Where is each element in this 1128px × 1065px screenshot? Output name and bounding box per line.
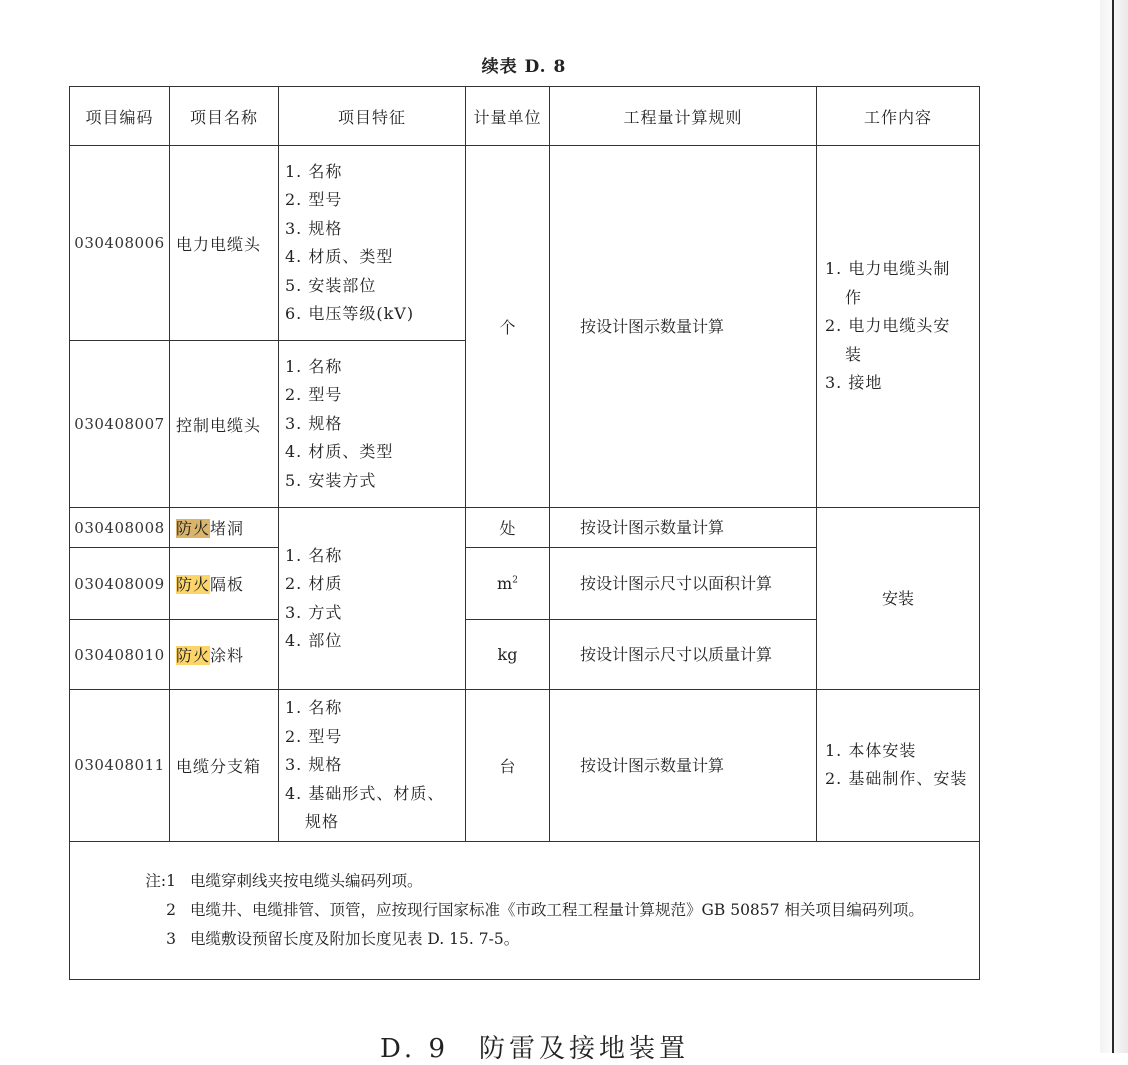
- item-rule: [550, 620, 817, 690]
- item-work: [817, 146, 980, 508]
- work-line: 1. 电力电缆头制: [825, 259, 951, 279]
- item-name: [170, 620, 279, 690]
- note-number: 注:1: [145, 871, 176, 890]
- rule-text: 按设计图示尺寸以质量计算: [580, 645, 773, 664]
- table-row: [70, 690, 980, 842]
- item-name: [170, 548, 279, 620]
- feature-line: 2. 型号: [285, 190, 343, 209]
- table-row: [70, 146, 980, 341]
- page-edge-line: [1112, 0, 1114, 1053]
- feature-line: 规格: [305, 812, 340, 831]
- item-work: 安装: [817, 508, 980, 690]
- item-unit: [466, 548, 550, 620]
- item-rule: [550, 508, 817, 548]
- note-item: [118, 925, 979, 954]
- item-name: 电力电缆头: [170, 146, 279, 341]
- item-rule: [550, 690, 817, 842]
- feature-line: 3. 规格: [285, 755, 343, 774]
- item-name: [170, 508, 279, 548]
- item-code: 030408009: [70, 548, 170, 620]
- work-line: 2. 基础制作、安装: [825, 769, 968, 789]
- highlighted-text: 防火: [176, 575, 211, 594]
- header-rule: 工程量计算规则: [550, 87, 817, 146]
- header-work: 工作内容: [817, 87, 980, 146]
- feature-line: 6. 电压等级(kV): [285, 304, 415, 323]
- feature-line: 4. 部位: [285, 631, 343, 650]
- item-unit: 台: [466, 690, 550, 842]
- name-text: 隔板: [210, 575, 245, 594]
- note-text: 电缆敷设预留长度及附加长度见表 D. 15. 7-5。: [190, 929, 520, 948]
- feature-line: 2. 型号: [285, 385, 343, 405]
- work-line: 装: [845, 344, 863, 364]
- feature-line: 1. 名称: [285, 698, 343, 717]
- feature-line: 2. 材质: [285, 574, 343, 593]
- header-row: [70, 87, 980, 146]
- note-text: 电缆井、电缆排管、顶管，应按现行国家标准《市政工程工程量计算规范》GB 50857 相关项目编码列项。: [190, 900, 924, 919]
- table-notes: [70, 841, 980, 979]
- header-code: 项目编码: [70, 87, 170, 146]
- highlighted-text: 防火: [176, 519, 211, 538]
- item-code: 030408007: [70, 341, 170, 508]
- item-unit: 个: [466, 146, 550, 508]
- rule-text: 按设计图示数量计算: [580, 317, 725, 336]
- page-edge-shadow: [1100, 0, 1128, 1053]
- feature-line: 1. 名称: [285, 161, 343, 181]
- item-features: [279, 341, 466, 508]
- header-features: 项目特征: [279, 87, 466, 146]
- name-text: 涂料: [210, 646, 245, 665]
- feature-line: 2. 型号: [285, 726, 343, 746]
- note-number: 2: [166, 900, 176, 919]
- notes-row: [70, 841, 980, 979]
- work-line: 2. 电力电缆头安: [825, 316, 951, 336]
- name-text: 堵洞: [210, 519, 245, 538]
- note-item: [118, 867, 979, 896]
- item-name: 控制电缆头: [170, 341, 279, 508]
- highlighted-text: 防火: [176, 646, 211, 665]
- item-unit: 处: [466, 508, 550, 548]
- header-unit: 计量单位: [466, 87, 550, 146]
- item-unit: kg: [466, 620, 550, 690]
- feature-line: 3. 规格: [285, 218, 343, 238]
- feature-line: 5. 安装方式: [285, 470, 377, 490]
- unit-text: m: [497, 574, 513, 593]
- feature-line: 3. 规格: [285, 413, 343, 433]
- item-code: 030408011: [70, 690, 170, 842]
- rule-text: 按设计图示尺寸以面积计算: [580, 574, 773, 593]
- item-name: 电缆分支箱: [170, 690, 279, 842]
- item-code: 030408008: [70, 508, 170, 548]
- feature-line: 4. 材质、类型: [285, 442, 394, 462]
- feature-line: 4. 材质、类型: [285, 247, 394, 266]
- item-features: [279, 690, 466, 842]
- feature-line: 4. 基础形式、材质、: [285, 783, 445, 803]
- feature-line: 3. 方式: [285, 602, 343, 622]
- item-rule: [550, 146, 817, 508]
- work-line: 作: [845, 287, 863, 307]
- note-number: 3: [166, 929, 176, 948]
- quantity-table: [69, 86, 980, 980]
- unit-superscript: 2: [512, 575, 518, 586]
- item-rule: [550, 548, 817, 620]
- header-name: 项目名称: [170, 87, 279, 146]
- item-work: [817, 690, 980, 842]
- rule-text: 按设计图示数量计算: [580, 518, 725, 537]
- table-row: [70, 508, 980, 548]
- work-line: 3. 接地: [825, 373, 883, 393]
- table-caption: 续表 D. 8: [481, 57, 567, 77]
- item-code: 030408006: [70, 146, 170, 341]
- item-code: 030408010: [70, 620, 170, 690]
- item-features: [279, 146, 466, 341]
- note-text: 电缆穿刺线夹按电缆头编码列项。: [190, 871, 423, 890]
- feature-line: 1. 名称: [285, 356, 343, 376]
- feature-line: 5. 安装部位: [285, 275, 377, 295]
- item-features: [279, 508, 466, 690]
- next-section-title: D. 9 防雷及接地装置: [380, 1034, 689, 1064]
- note-item: [118, 896, 979, 925]
- work-line: 1. 本体安装: [825, 740, 917, 760]
- rule-text: 按设计图示数量计算: [580, 755, 725, 775]
- feature-line: 1. 名称: [285, 545, 343, 565]
